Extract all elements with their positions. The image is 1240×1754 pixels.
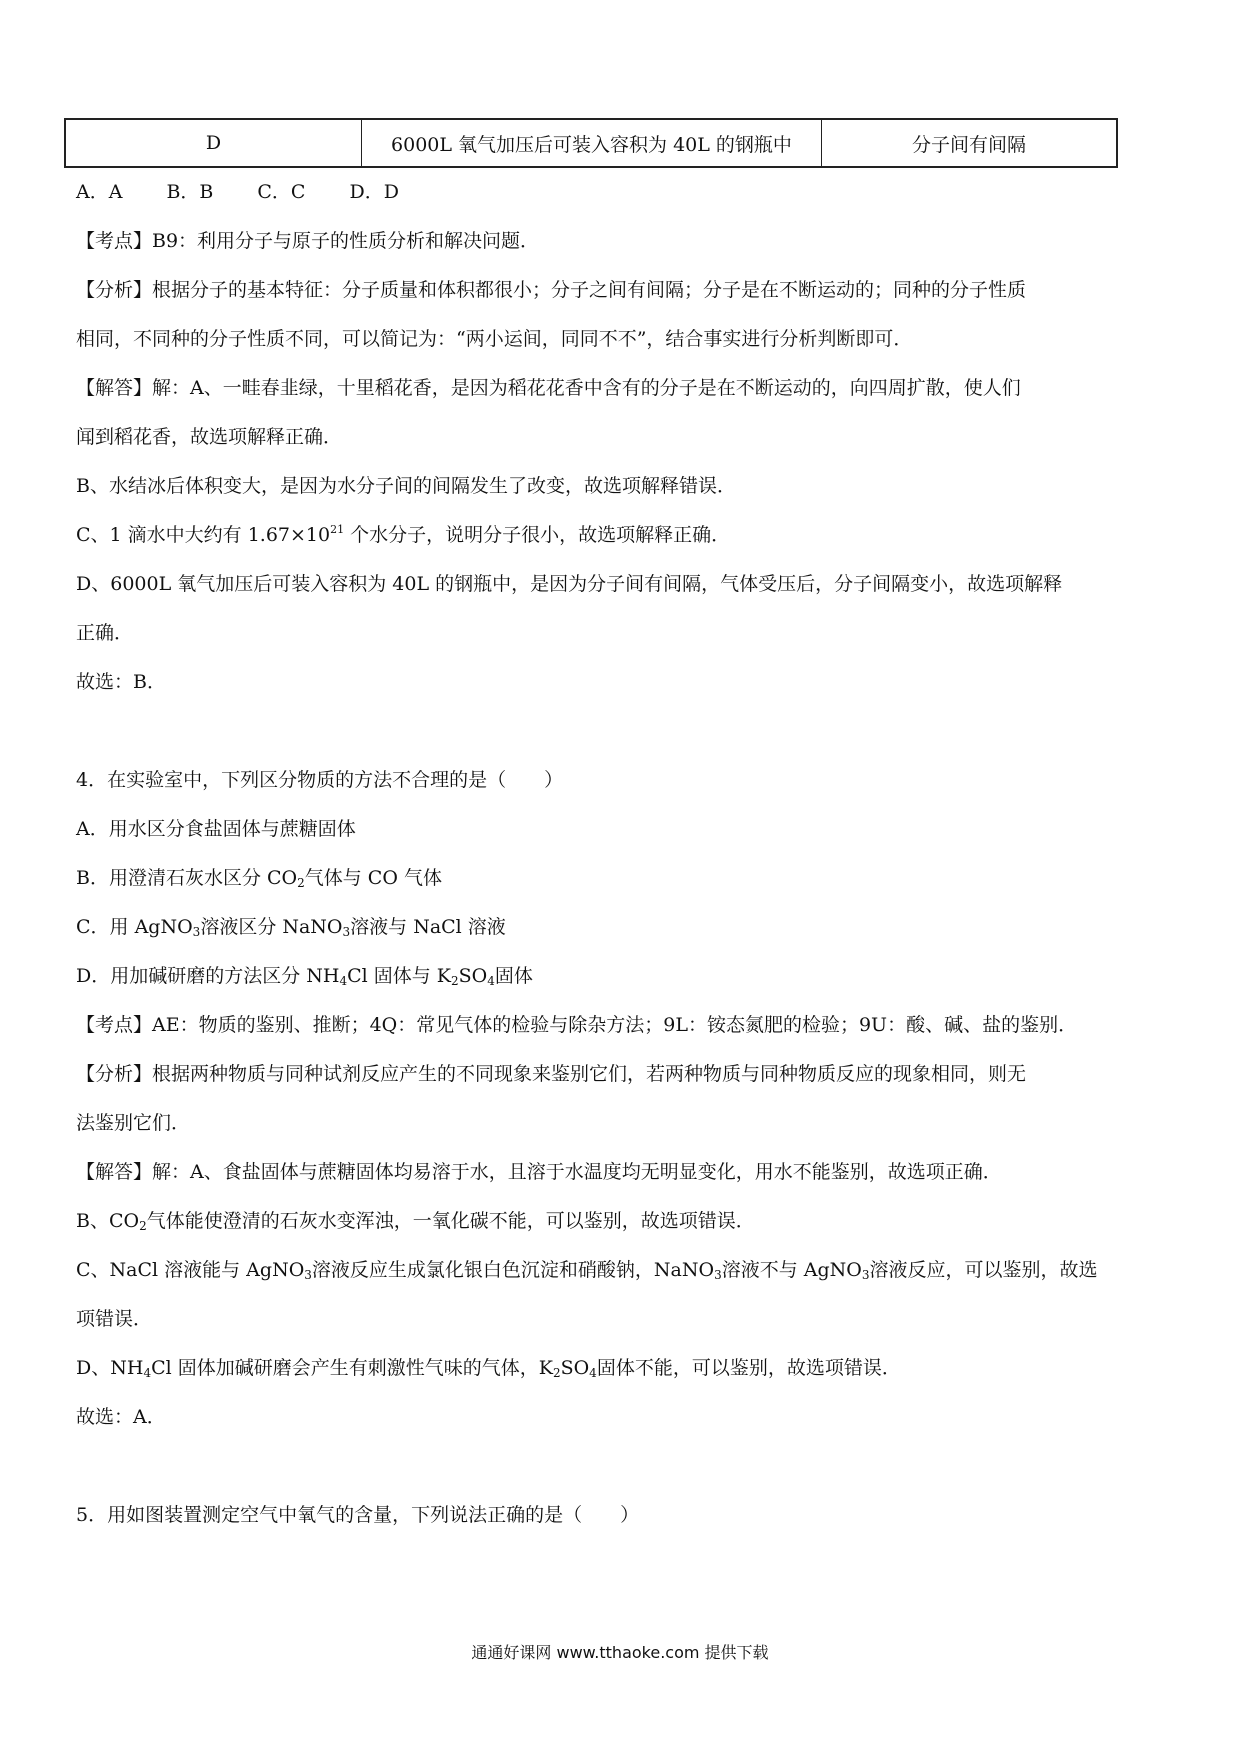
q3-jieda-d-line1: D、6000L 氧气加压后可装入容积为 40L 的钢瓶中，是因为分子间有间隔，气体受压后，分子间隔变小，故选项解释 <box>76 573 1063 595</box>
q3-c-text-end: 个水分子，说明分子很小，故选项解释正确． <box>344 524 731 546</box>
text: Cl 固体加碱研磨会产生有刺激性气味的气体，K <box>151 1357 553 1379</box>
q4-answer: 故选：A． <box>76 1406 166 1428</box>
q4-kaodian: 【考点】AE：物质的鉴别、推断；4Q：常见气体的检验与除杂方法；9L：铵态氮肥的检验；9U：酸、碱、盐的鉴别． <box>76 1014 1078 1036</box>
table-cell-option: D <box>66 120 362 166</box>
q3-c-exponent: 21 <box>330 523 345 536</box>
answer-table-row-d <box>64 118 1118 168</box>
text: 溶液反应，可以鉴别，故选 <box>869 1259 1098 1281</box>
q4-jieda-c-line1 <box>76 1257 1098 1283</box>
subscript: 4 <box>487 974 495 988</box>
q3-jieda-line2: 闻到稻花香，故选项解释正确． <box>76 426 343 448</box>
q3-jieda-b: B、水结冰后体积变大，是因为水分子间的间隔发生了改变，故选项解释错误． <box>76 475 736 497</box>
page-footer: 通通好课网 www.tthaoke.com 提供下载 <box>471 1643 769 1662</box>
text: 气体能使澄清的石灰水变浑浊，一氧化碳不能，可以鉴别，故选项错误． <box>146 1210 755 1232</box>
text: 固体不能，可以鉴别，故选项错误． <box>596 1357 901 1379</box>
q4-jieda-b <box>76 1208 755 1234</box>
q4-jieda-d <box>76 1355 901 1381</box>
q3-fenxi-line2: 相同，不同种的分子性质不同，可以简记为：“两小运间，同同不不”，结合事实进行分析判断即可． <box>76 328 913 350</box>
q3-option-c: C．C <box>257 181 306 203</box>
subscript: 3 <box>861 1268 870 1282</box>
text: D、NH <box>76 1357 144 1379</box>
q4-jieda-c-line2: 项错误． <box>76 1308 153 1330</box>
q3-option-a: A．A <box>76 181 123 203</box>
subscript: 2 <box>552 1366 561 1380</box>
text: Cl 固体与 K <box>347 965 451 987</box>
subscript: 2 <box>297 876 305 890</box>
q4-fenxi-line1: 【分析】根据两种物质与同种试剂反应产生的不同现象来鉴别它们，若两种物质与同种物质反应的现象相同，则无 <box>76 1063 1027 1085</box>
text: D．用加碱研磨的方法区分 NH <box>76 965 340 987</box>
q3-kaodian: 【考点】B9：利用分子与原子的性质分析和解决问题． <box>76 230 540 252</box>
subscript: 3 <box>342 925 351 939</box>
text: 溶液区分 NaNO <box>200 916 343 938</box>
q5-stem: 5．用如图装置测定空气中氧气的含量，下列说法正确的是（ ） <box>76 1504 640 1526</box>
q4-fenxi-line2: 法鉴别它们． <box>76 1112 191 1134</box>
q3-jieda-d-line2: 正确． <box>76 622 134 644</box>
text: 固体 <box>494 965 533 987</box>
q4-option-a: A．用水区分食盐固体与蔗糖固体 <box>76 818 356 840</box>
subscript: 2 <box>139 1219 147 1233</box>
subscript: 2 <box>451 974 459 988</box>
q4-option-b <box>76 865 442 891</box>
table-cell-explanation: 分子间有间隔 <box>911 133 1026 156</box>
subscript: 4 <box>143 1366 152 1380</box>
q3-c-text: C、1 滴水中大约有 1.67×10 <box>76 524 331 546</box>
text: SO <box>560 1357 590 1379</box>
text: 溶液不与 AgNO <box>721 1259 862 1281</box>
q3-option-b: B．B <box>166 181 214 203</box>
subscript: 4 <box>589 1366 597 1380</box>
subscript: 3 <box>192 925 201 939</box>
subscript: 3 <box>714 1268 722 1282</box>
subscript: 3 <box>304 1268 312 1282</box>
text: B．用澄清石灰水区分 CO <box>76 867 298 889</box>
text: 溶液与 NaCl 溶液 <box>350 916 506 938</box>
q3-jieda-c <box>76 522 730 548</box>
q3-fenxi-line1: 【分析】根据分子的基本特征：分子质量和体积都很小；分子之间有间隔；分子是在不断运动的；同种的分子性质 <box>76 279 1027 301</box>
q3-option-d: D．D <box>349 181 399 203</box>
table-cell-fact: 6000L 氧气加压后可装入容积为 40L 的钢瓶中 <box>362 120 822 166</box>
q3-options <box>76 179 443 205</box>
text: SO <box>458 965 488 987</box>
text: C、NaCl 溶液能与 AgNO <box>76 1259 305 1281</box>
q3-answer: 故选：B． <box>76 671 166 693</box>
text: C．用 AgNO <box>76 916 193 938</box>
text: B、CO <box>76 1210 140 1232</box>
q4-option-c <box>76 914 506 940</box>
q4-jieda-line1: 【解答】解：A、食盐固体与蔗糖固体均易溶于水，且溶于水温度均无明显变化，用水不能鉴别，故选项正确． <box>76 1161 1002 1183</box>
text: 溶液反应生成氯化银白色沉淀和硝酸钠，NaNO <box>311 1259 715 1281</box>
text: 气体与 CO 气体 <box>304 867 442 889</box>
q3-jieda-line1: 【解答】解：A、一畦春韭绿，十里稻花香，是因为稻花花香中含有的分子是在不断运动的，向四周扩散，使人们 <box>76 377 1021 399</box>
q4-option-d <box>76 963 533 989</box>
q4-stem: 4．在实验室中，下列区分物质的方法不合理的是（ ） <box>76 769 564 791</box>
subscript: 4 <box>339 974 348 988</box>
